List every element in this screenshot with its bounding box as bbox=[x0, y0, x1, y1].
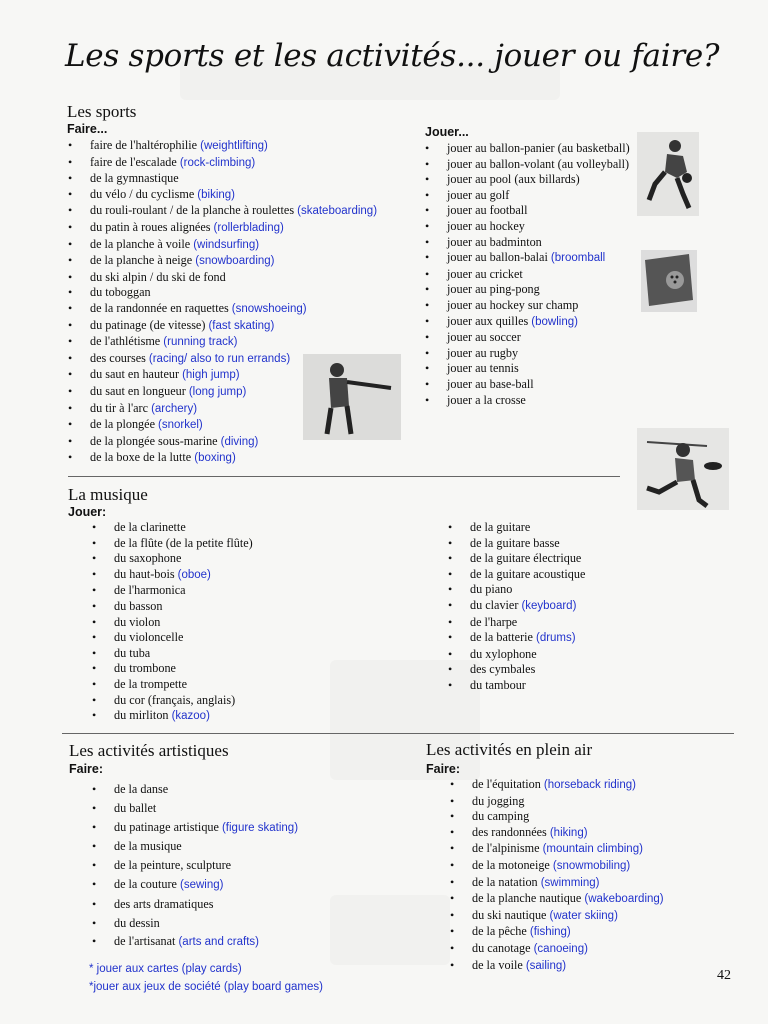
english-translation: (boxing) bbox=[194, 452, 236, 465]
item-text: de la clarinette bbox=[114, 520, 186, 534]
item-text: jouer au rugby bbox=[447, 345, 519, 360]
list-item bbox=[450, 958, 664, 975]
english-translation: (figure skating) bbox=[221, 821, 299, 834]
item-text: du violon bbox=[114, 614, 161, 629]
english-translation: (windsurfing) bbox=[193, 238, 260, 251]
item-text: du patinage (de vitesse) bbox=[90, 317, 206, 332]
arts-list bbox=[92, 780, 298, 952]
item-text: du clavier bbox=[470, 597, 519, 612]
sports-faire-label: Faire... bbox=[67, 122, 108, 136]
list-item bbox=[448, 598, 585, 615]
list-item bbox=[448, 567, 585, 583]
english-translation: (mountain climbing) bbox=[542, 843, 643, 856]
music-heading: La musique bbox=[68, 485, 148, 504]
list-item bbox=[425, 393, 625, 409]
item-text: du haut-bois bbox=[114, 566, 175, 581]
list-item bbox=[68, 171, 377, 187]
item-text: du piano bbox=[470, 582, 513, 597]
list-item bbox=[68, 450, 377, 467]
arts-faire-label: Faire: bbox=[69, 762, 104, 776]
item-text: de la plongée sous-marine bbox=[90, 433, 218, 448]
english-translation: (snowshoeing) bbox=[231, 302, 307, 315]
list-item bbox=[448, 678, 585, 694]
list-item bbox=[92, 599, 253, 615]
list-item bbox=[92, 875, 298, 895]
item-text: de la pêche bbox=[472, 924, 527, 939]
item-text: de la boxe de la lutte bbox=[90, 450, 192, 465]
english-translation: (biking) bbox=[197, 188, 236, 201]
item-text: de l'artisanat bbox=[114, 934, 176, 949]
list-item bbox=[448, 520, 585, 536]
music-left-list bbox=[92, 520, 253, 725]
item-text: du saxophone bbox=[114, 551, 182, 566]
list-item bbox=[425, 346, 625, 362]
item-text: jouer au hockey sur champ bbox=[447, 297, 579, 312]
section-divider bbox=[68, 476, 620, 477]
item-text: de la trompette bbox=[114, 676, 188, 691]
list-item bbox=[425, 282, 625, 298]
item-text: de l'harpe bbox=[470, 614, 518, 629]
item-text: jouer au cricket bbox=[447, 266, 523, 281]
item-text: de la musique bbox=[114, 839, 182, 854]
music-right-list bbox=[448, 520, 585, 694]
item-text: de la gymnastique bbox=[90, 171, 179, 186]
english-translation: (drums) bbox=[535, 632, 576, 645]
item-text: jouer au base-ball bbox=[447, 376, 534, 391]
list-item bbox=[425, 203, 625, 219]
baseball-player-image bbox=[637, 132, 699, 216]
item-text: faire de l'escalade bbox=[90, 154, 177, 169]
item-text: jouer au tennis bbox=[447, 361, 519, 376]
list-item bbox=[425, 361, 625, 377]
item-text: du rouli-roulant / de la planche à roulettes bbox=[90, 203, 295, 218]
list-item bbox=[68, 334, 377, 351]
list-item bbox=[425, 377, 625, 393]
item-text: du vélo / du cyclisme bbox=[90, 186, 195, 201]
note-cards: * jouer aux cartes (play cards) bbox=[89, 963, 242, 975]
list-item bbox=[68, 318, 377, 335]
item-text: du tuba bbox=[114, 645, 151, 660]
item-text: du canotage bbox=[472, 940, 531, 955]
item-text: de la couture bbox=[114, 876, 177, 891]
item-text: jouer au soccer bbox=[447, 330, 521, 345]
list-item bbox=[450, 809, 664, 825]
list-item bbox=[68, 285, 377, 301]
list-item bbox=[425, 267, 625, 283]
list-item bbox=[92, 677, 253, 693]
item-text: du ski alpin / du ski de fond bbox=[90, 269, 226, 284]
english-translation: (horseback riding) bbox=[543, 779, 636, 791]
item-text: de la planche à voile bbox=[90, 236, 191, 251]
english-translation: (arts and crafts) bbox=[178, 936, 259, 949]
list-item bbox=[425, 298, 625, 314]
list-item bbox=[92, 837, 298, 856]
sports-jouer-list bbox=[425, 141, 630, 408]
english-translation: (hiking) bbox=[549, 826, 588, 839]
list-item bbox=[448, 647, 585, 663]
list-item bbox=[450, 841, 664, 858]
item-text: du patin à roues alignées bbox=[90, 219, 211, 234]
list-item bbox=[92, 583, 253, 599]
item-text: de l'alpinisme bbox=[472, 841, 540, 856]
english-translation: (oboe) bbox=[177, 568, 211, 581]
item-text: de la guitare bbox=[470, 520, 531, 534]
list-item bbox=[68, 203, 377, 220]
item-text: des courses bbox=[90, 350, 146, 365]
item-text: du patinage artistique bbox=[114, 819, 219, 834]
item-text: jouer a la crosse bbox=[447, 392, 526, 407]
list-item bbox=[425, 314, 625, 331]
item-text: jouer au ballon-panier (au basketball) bbox=[447, 141, 630, 155]
item-text: du cor (français, anglais) bbox=[114, 692, 236, 707]
english-translation: (snowboarding) bbox=[195, 255, 275, 268]
list-item bbox=[450, 825, 664, 842]
list-item bbox=[92, 818, 298, 838]
list-item bbox=[92, 932, 298, 952]
list-item bbox=[92, 661, 253, 677]
item-text: de la danse bbox=[114, 782, 169, 796]
item-text: jouer au ballon-volant (au volleyball) bbox=[447, 156, 630, 171]
list-item bbox=[425, 330, 625, 346]
item-text: jouer au golf bbox=[447, 187, 510, 202]
background-shadow bbox=[330, 895, 450, 965]
list-item bbox=[68, 187, 377, 204]
item-text: du trombone bbox=[114, 661, 176, 676]
english-translation: (water skiing) bbox=[549, 909, 618, 922]
item-text: du tambour bbox=[470, 677, 526, 692]
item-text: de la batterie bbox=[470, 630, 533, 645]
page-title: Les sports et les activités... jouer ou faire? bbox=[65, 38, 720, 74]
list-item bbox=[92, 646, 253, 662]
item-text: du ballet bbox=[114, 800, 157, 815]
english-translation: (rollerblading) bbox=[213, 221, 284, 234]
item-text: jouer au ping-pong bbox=[447, 282, 540, 297]
list-item bbox=[92, 914, 298, 933]
english-translation: (swimming) bbox=[540, 876, 600, 889]
list-item bbox=[92, 708, 253, 725]
list-item bbox=[92, 799, 298, 818]
english-translation: (keyboard) bbox=[521, 599, 577, 612]
bowling-ball-image bbox=[641, 250, 697, 312]
item-text: de la planche à neige bbox=[90, 253, 193, 268]
item-text: du saut en longueur bbox=[90, 383, 186, 398]
item-text: du violoncelle bbox=[114, 630, 184, 645]
note-board-games: *jouer aux jeux de société (play board games) bbox=[89, 981, 323, 993]
item-text: des randonnées bbox=[472, 824, 547, 839]
music-jouer-label: Jouer: bbox=[68, 505, 107, 519]
list-item bbox=[425, 156, 630, 173]
english-translation: (fishing) bbox=[529, 926, 571, 939]
english-translation: (running track) bbox=[163, 336, 238, 349]
list-item bbox=[448, 551, 585, 567]
item-text: du mirliton bbox=[114, 708, 169, 723]
list-item bbox=[92, 630, 253, 646]
sports-jouer-label: Jouer... bbox=[425, 125, 469, 139]
list-item bbox=[450, 908, 664, 925]
list-item bbox=[92, 693, 253, 709]
english-translation: (racing/ also to run errands) bbox=[148, 352, 291, 365]
list-item bbox=[92, 895, 298, 914]
list-item bbox=[450, 891, 664, 908]
list-item bbox=[92, 520, 253, 536]
page-number: 42 bbox=[717, 968, 731, 983]
sports-heading: Les sports bbox=[67, 102, 137, 121]
item-text: du saut en hauteur bbox=[90, 367, 180, 382]
item-text: faire de l'haltérophilie bbox=[90, 138, 198, 152]
english-translation: (diving) bbox=[220, 435, 259, 448]
item-text: de la guitare électrique bbox=[470, 551, 582, 566]
list-item bbox=[68, 155, 377, 172]
english-translation: (rock-climbing) bbox=[179, 156, 256, 169]
list-item bbox=[450, 924, 664, 941]
lacrosse-player-image bbox=[637, 428, 729, 510]
archer-image bbox=[303, 354, 401, 440]
item-text: de l'athlétisme bbox=[90, 334, 161, 349]
item-text: de la natation bbox=[472, 874, 538, 889]
item-text: du basson bbox=[114, 598, 163, 613]
list-item bbox=[450, 875, 664, 892]
list-item bbox=[448, 582, 585, 598]
list-item bbox=[92, 780, 298, 799]
item-text: des arts dramatiques bbox=[114, 896, 214, 911]
list-item bbox=[450, 777, 664, 794]
item-text: du jogging bbox=[472, 793, 525, 808]
outdoor-faire-label: Faire: bbox=[426, 762, 461, 776]
item-text: de la voile bbox=[472, 957, 523, 972]
item-text: des cymbales bbox=[470, 662, 536, 677]
list-item bbox=[425, 219, 625, 235]
item-text: du xylophone bbox=[470, 646, 537, 661]
list-item bbox=[425, 172, 625, 188]
english-translation: (weightlifting) bbox=[200, 140, 268, 152]
english-translation: (broomball bbox=[550, 252, 606, 265]
list-item bbox=[68, 237, 377, 254]
list-item bbox=[68, 138, 377, 155]
item-text: de la plongée bbox=[90, 417, 155, 432]
outdoor-list bbox=[450, 777, 664, 974]
list-item bbox=[68, 220, 377, 237]
english-translation: (high jump) bbox=[182, 369, 240, 382]
list-item bbox=[448, 615, 585, 631]
list-item bbox=[425, 250, 625, 267]
item-text: de la guitare acoustique bbox=[470, 566, 586, 581]
list-item bbox=[92, 536, 253, 552]
item-text: de la planche nautique bbox=[472, 891, 582, 906]
list-item bbox=[68, 270, 377, 286]
list-item bbox=[92, 551, 253, 567]
item-text: de la flûte (de la petite flûte) bbox=[114, 535, 253, 550]
english-translation: (canoeing) bbox=[533, 942, 588, 955]
list-item bbox=[448, 630, 585, 647]
section-divider bbox=[62, 733, 734, 734]
list-item bbox=[92, 856, 298, 875]
item-text: de la randonnée en raquettes bbox=[90, 300, 229, 315]
english-translation: (snorkel) bbox=[158, 419, 203, 432]
item-text: de l'équitation bbox=[472, 777, 541, 791]
item-text: jouer au hockey bbox=[447, 218, 525, 233]
list-item bbox=[450, 941, 664, 958]
list-item bbox=[450, 858, 664, 875]
english-translation: (long jump) bbox=[188, 385, 247, 398]
english-translation: (sailing) bbox=[525, 959, 567, 972]
list-item bbox=[92, 615, 253, 631]
item-text: de la guitare basse bbox=[470, 535, 560, 550]
outdoor-heading: Les activités en plein air bbox=[426, 740, 593, 759]
list-item bbox=[92, 567, 253, 584]
item-text: de la motoneige bbox=[472, 857, 550, 872]
list-item bbox=[425, 235, 625, 251]
item-text: de l'harmonica bbox=[114, 583, 186, 598]
list-item bbox=[68, 301, 377, 318]
english-translation: (archery) bbox=[151, 402, 198, 415]
item-text: du dessin bbox=[114, 915, 160, 930]
list-item bbox=[68, 253, 377, 270]
list-item bbox=[425, 188, 625, 204]
list-item bbox=[448, 662, 585, 678]
english-translation: (bowling) bbox=[531, 315, 578, 328]
english-translation: (skateboarding) bbox=[297, 205, 378, 218]
item-text: jouer au pool (aux billards) bbox=[447, 172, 580, 187]
english-translation: (wakeboarding) bbox=[584, 893, 664, 906]
english-translation: (kazoo) bbox=[171, 710, 210, 723]
item-text: jouer aux quilles bbox=[447, 313, 529, 328]
item-text: du tir à l'arc bbox=[90, 400, 149, 415]
item-text: du ski nautique bbox=[472, 907, 547, 922]
arts-heading: Les activités artistiques bbox=[69, 741, 229, 760]
item-text: jouer au badminton bbox=[447, 234, 542, 249]
english-translation: (fast skating) bbox=[208, 319, 275, 332]
list-item bbox=[425, 141, 630, 157]
english-translation: (sewing) bbox=[179, 878, 224, 891]
item-text: du camping bbox=[472, 809, 530, 824]
english-translation: (snowmobiling) bbox=[552, 859, 631, 872]
list-item bbox=[448, 536, 585, 552]
item-text: jouer au ballon-balai bbox=[447, 250, 548, 265]
item-text: du toboggan bbox=[90, 285, 151, 300]
item-text: jouer au football bbox=[447, 203, 528, 218]
list-item bbox=[450, 794, 664, 810]
item-text: de la peinture, sculpture bbox=[114, 858, 232, 873]
